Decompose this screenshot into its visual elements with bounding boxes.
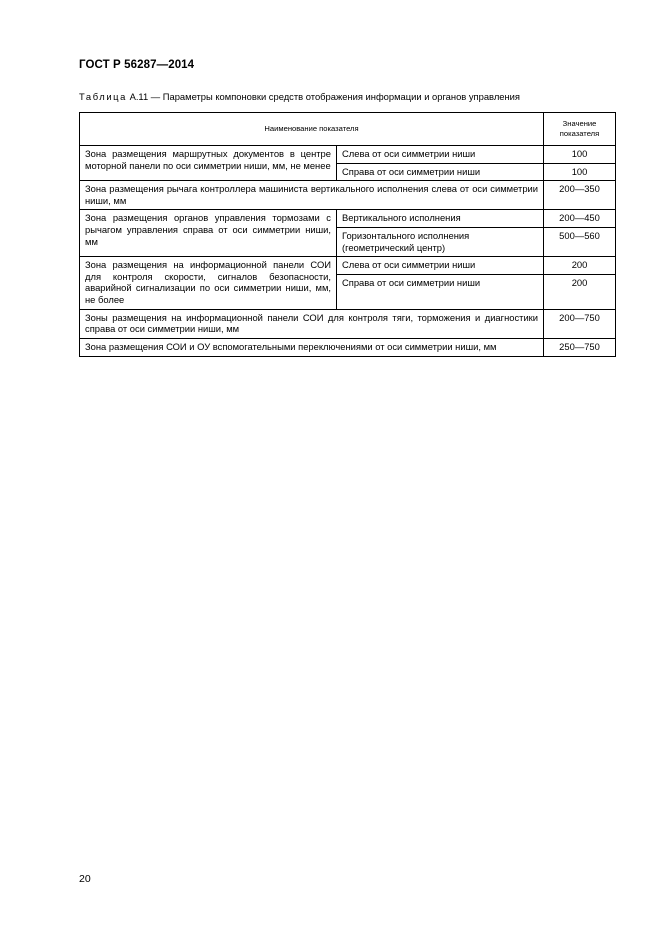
table-row: [80, 257, 616, 275]
header-value: Значение показателя: [544, 113, 616, 146]
header-name: Наименование показателя: [80, 113, 544, 146]
standard-number: ГОСТ Р 56287—2014: [79, 59, 195, 71]
row-zone: Зона размещения рычага контроллера машиниста вертикального исполнения слева от оси симметрии ниши, мм: [80, 181, 544, 210]
table-caption: [79, 91, 619, 102]
row-zone: Зона размещения маршрутных документов в центре моторной панели по оси симметрии ниши, мм, не менее: [80, 146, 337, 181]
row-zone: Зона размещения органов управления тормозами с рычагом управления справа от оси симметрии ниши, мм: [80, 210, 337, 257]
table-caption-text: А.11 — Параметры компоновки средств отображения информации и органов управления: [126, 91, 520, 102]
row-value: 100: [544, 163, 616, 181]
row-value: 250—750: [544, 338, 616, 356]
table-row: [80, 210, 616, 228]
table-row: [80, 309, 616, 338]
row-value: 200—350: [544, 181, 616, 210]
row-value: 100: [544, 146, 616, 164]
row-condition: Слева от оси симметрии ниши: [337, 146, 544, 164]
row-condition: Справа от оси симметрии ниши: [337, 163, 544, 181]
row-zone: Зона размещения СОИ и ОУ вспомогательными переключениями от оси симметрии ниши, мм: [80, 338, 544, 356]
row-value: 500—560: [544, 227, 616, 256]
row-condition: Вертикального исполнения: [337, 210, 544, 228]
row-value: 200: [544, 274, 616, 309]
row-zone: Зона размещения на информационной панели СОИ для контроля скорости, сигналов безопасности, аварийной сигнализации по оси симметрии ниши, мм, не более: [80, 257, 337, 310]
row-value: 200—750: [544, 309, 616, 338]
table-row: [80, 181, 616, 210]
row-zone: Зоны размещения на информационной панели СОИ для контроля тяги, торможения и диагностики справа от оси симметрии ниши, мм: [80, 309, 544, 338]
row-condition: Горизонтального исполнения (геометрический центр): [337, 227, 544, 256]
row-value: 200: [544, 257, 616, 275]
table-row: [80, 146, 616, 164]
row-condition: Справа от оси симметрии ниши: [337, 274, 544, 309]
row-condition: Слева от оси симметрии ниши: [337, 257, 544, 275]
table-caption-word: Таблица: [79, 91, 127, 102]
table-row: [80, 338, 616, 356]
parameters-table: [79, 112, 616, 357]
row-value: 200—450: [544, 210, 616, 228]
page-number: 20: [79, 873, 91, 885]
table-header-row: [80, 113, 616, 146]
